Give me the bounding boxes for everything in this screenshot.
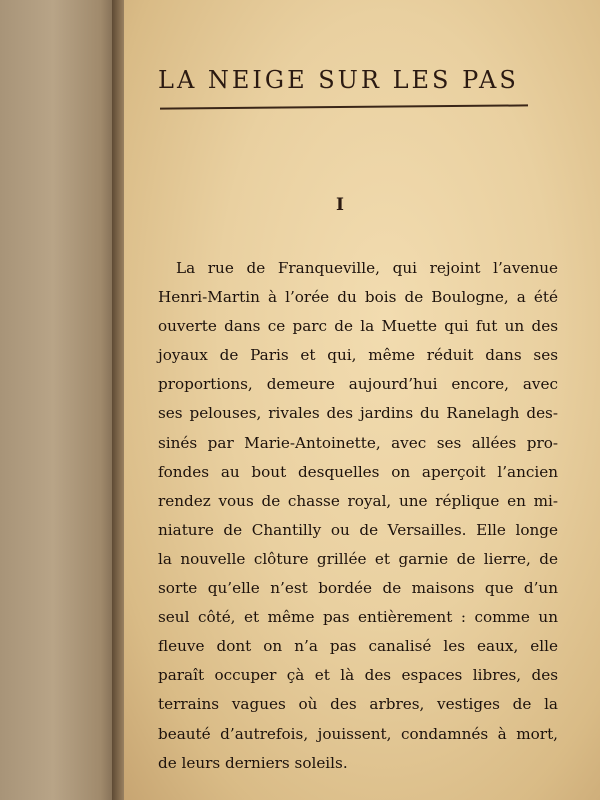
text-line: niature de Chantilly ou de Versailles. Elle longe <box>158 520 558 539</box>
text-line: sinés par Marie-Antoinette, avec ses allées pro- <box>158 433 558 452</box>
text-line: joyaux de Paris et qui, même réduit dans ses <box>158 346 558 365</box>
text-line: de leurs derniers soleils. <box>158 753 348 772</box>
chapter-number: I <box>336 195 344 215</box>
text-line: la nouvelle clôture grillée et garnie de lierre, de <box>158 549 558 568</box>
text-line: La rue de Franqueville, qui rejoint l’avenue <box>176 259 558 277</box>
text-line: beauté d’autrefois, jouissent, condamnés à mort, <box>158 724 558 743</box>
chapter-title: LA NEIGE SUR LES PAS <box>158 66 519 94</box>
text-line: rendez vous de chasse royal, une réplique en mi- <box>158 491 558 510</box>
text-line: terrains vagues où des arbres, vestiges de la <box>158 695 558 714</box>
text-line: ouverte dans ce parc de la Muette qui fut un des <box>158 317 558 336</box>
text-line: Henri-Martin à l’orée du bois de Boulogne, a été <box>158 288 558 307</box>
text-line: seul côté, et même pas entièrement : comme un <box>158 608 558 627</box>
body-paragraph <box>158 254 558 778</box>
text-line: sorte qu’elle n’est bordée de maisons que d’un <box>158 579 558 598</box>
left-page-edge <box>0 0 118 800</box>
text-line: fleuve dont on n’a pas canalisé les eaux, elle <box>158 637 558 656</box>
text-line: proportions, demeure aujourd’hui encore, avec <box>158 375 558 394</box>
text-line: fondes au bout desquelles on aperçoit l’ancien <box>158 462 558 481</box>
text-line: paraît occuper çà et là des espaces libres, des <box>158 666 558 685</box>
text-line: ses pelouses, rivales des jardins du Ranelagh des- <box>158 404 558 423</box>
